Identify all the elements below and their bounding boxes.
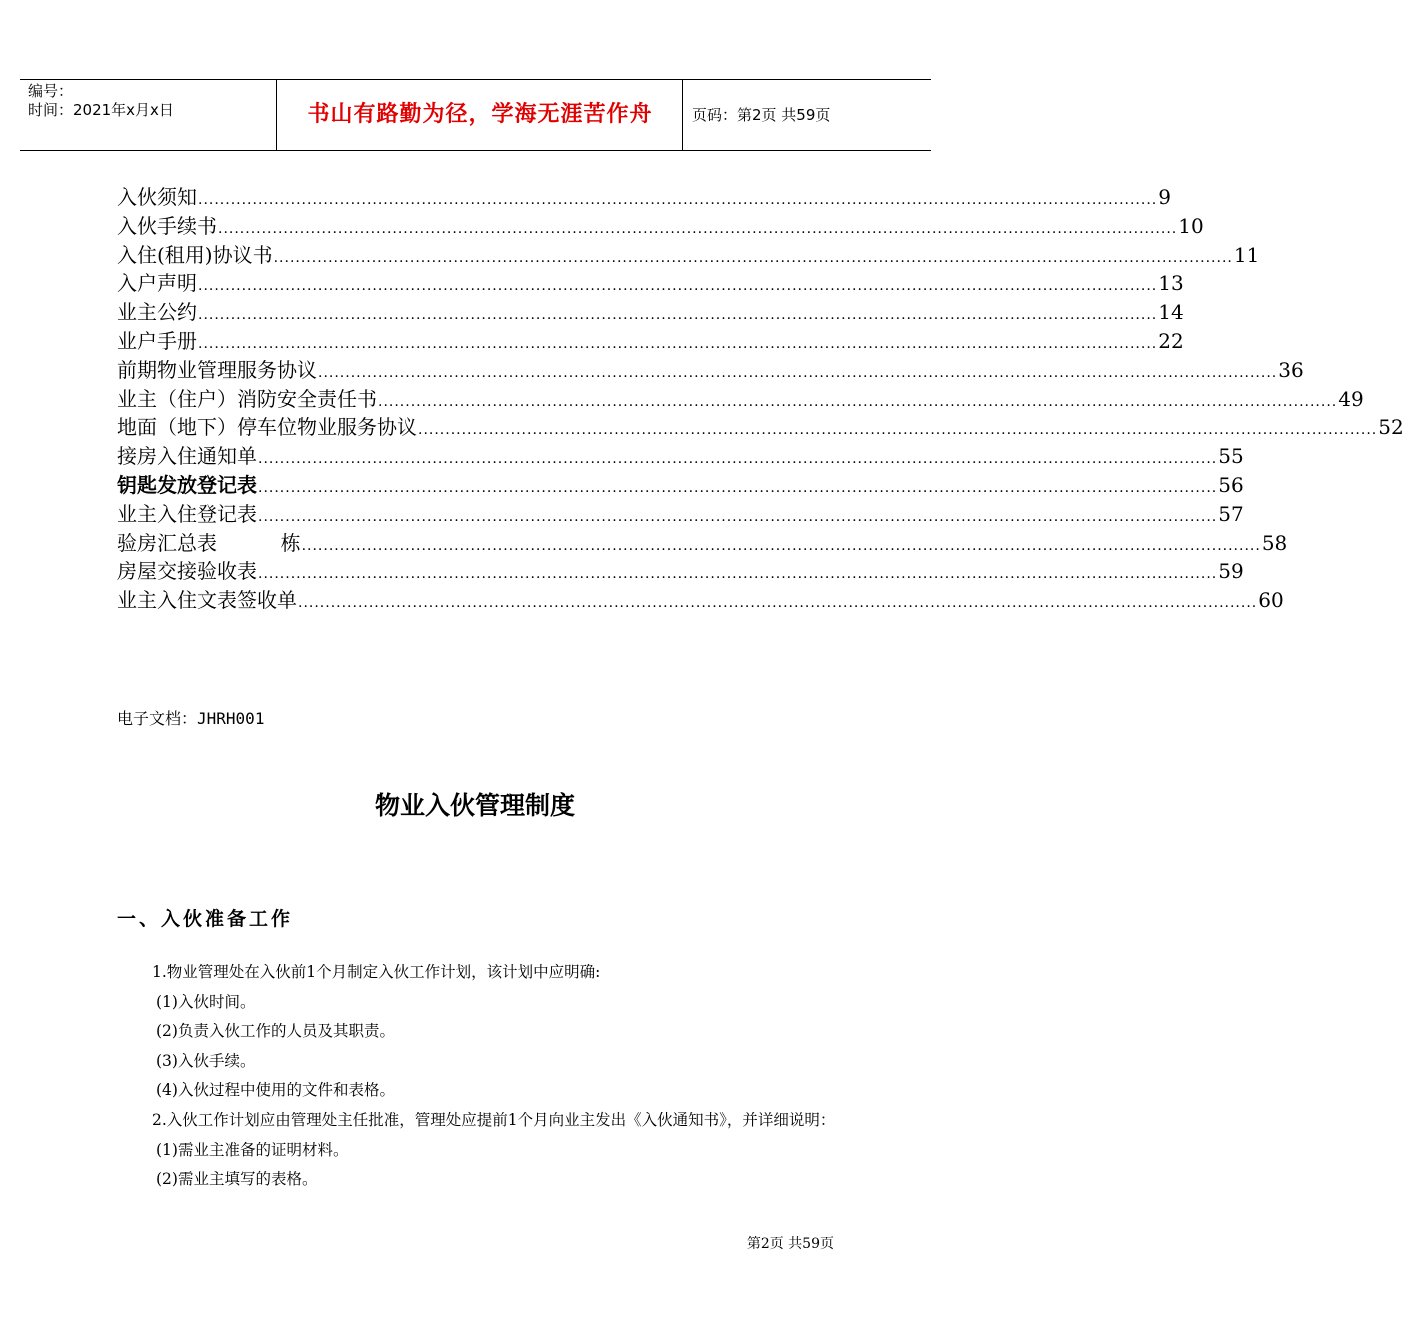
toc-entry-page: 59 bbox=[1218, 559, 1244, 584]
toc-entry[interactable] bbox=[117, 529, 1288, 558]
toc-entry-title: 入伙须知 bbox=[117, 185, 197, 209]
toc-entry[interactable] bbox=[117, 442, 1244, 471]
toc-entry-page: 56 bbox=[1218, 472, 1244, 497]
toc-leader-dots: ................................................................................................................................................................................ bbox=[418, 422, 1378, 439]
page-header bbox=[20, 79, 931, 151]
toc-entry-page: 60 bbox=[1258, 588, 1284, 613]
list-item: (2)负责入伙工作的人员及其职责。 bbox=[156, 1022, 395, 1041]
toc-entry-title: 入户声明 bbox=[117, 271, 197, 296]
toc-leader-dots: ................................................................................................................................................................................ bbox=[378, 393, 1338, 410]
toc-entry-page: 11 bbox=[1233, 242, 1260, 267]
toc-entry-page: 57 bbox=[1218, 501, 1244, 526]
toc-entry-page: 52 bbox=[1378, 415, 1404, 440]
paragraph: 1.物业管理处在入伙前1个月制定入伙工作计划，该计划中应明确: bbox=[152, 963, 601, 981]
toc-entry[interactable] bbox=[117, 241, 1260, 270]
toc-entry[interactable] bbox=[117, 413, 1404, 442]
page-title: 物业入伙管理制度 bbox=[374, 791, 575, 820]
toc-leader-dots: ................................................................................................................................................................................ bbox=[318, 364, 1278, 381]
toc-entry-page: 55 bbox=[1218, 444, 1244, 469]
toc-entry-title: 钥匙发放登记表 bbox=[117, 472, 257, 497]
toc-leader-dots: ................................................................................................................................................................................ bbox=[298, 595, 1258, 612]
toc-entry-title: 地面（地下）停车位物业服务协议 bbox=[117, 415, 417, 440]
toc-entry[interactable] bbox=[117, 356, 1304, 385]
toc-entry-title: 业主入住文表签收单 bbox=[117, 588, 297, 613]
toc-entry-page: 22 bbox=[1158, 328, 1184, 353]
paragraph: 2.入伙工作计划应由管理处主任批准，管理处应提前1个月向业主发出《入伙通知书》，并详细说明： bbox=[152, 1110, 836, 1129]
toc-entry-page: 14 bbox=[1158, 300, 1184, 325]
toc-entry[interactable] bbox=[117, 212, 1204, 241]
list-item: (1)需业主准备的证明材料。 bbox=[156, 1140, 349, 1159]
header-motto: 书山有路勤为径，学海无涯苦作舟 bbox=[307, 102, 653, 127]
toc-entry-title: 接房入住通知单 bbox=[117, 444, 257, 469]
document-code-label: 电子文档： bbox=[117, 709, 198, 728]
header-page-info: 页码：第2页 共59页 bbox=[692, 106, 831, 124]
toc-leader-dots: ................................................................................................................................................................................ bbox=[258, 479, 1218, 496]
toc-entry-title: 业主（住户）消防安全责任书 bbox=[117, 386, 377, 411]
toc-entry-title: 验房汇总表 栋 bbox=[117, 530, 301, 555]
toc-leader-dots: ................................................................................................................................................................................ bbox=[198, 307, 1158, 324]
toc-leader-dots: ................................................................................................................................................................................ bbox=[258, 508, 1218, 525]
toc-entry-title: 前期物业管理服务协议 bbox=[117, 357, 317, 382]
header-divider bbox=[276, 80, 277, 150]
toc-leader-dots: ................................................................................................................................................................................ bbox=[258, 566, 1218, 583]
toc-entry-page: 13 bbox=[1158, 271, 1184, 296]
toc-leader-dots: ................................................................................................................................................................................ bbox=[258, 451, 1218, 468]
toc-entry[interactable] bbox=[117, 586, 1284, 615]
toc-leader-dots: ................................................................................................................................................................................ bbox=[198, 278, 1158, 295]
toc-entry[interactable] bbox=[117, 183, 1171, 212]
header-time-label: 时间：2021年x月x日 bbox=[28, 101, 174, 119]
toc-entry-page: 10 bbox=[1178, 213, 1204, 238]
toc-entry-title: 入住(租用)协议书 bbox=[117, 242, 273, 267]
toc-entry[interactable] bbox=[117, 269, 1184, 298]
toc-leader-dots: ................................................................................................................................................................................ bbox=[198, 192, 1158, 208]
toc-entry-title: 业户手册 bbox=[117, 328, 197, 353]
toc-entry-title: 入伙手续书 bbox=[117, 213, 217, 238]
list-item: (2)需业主填写的表格。 bbox=[156, 1170, 318, 1189]
toc-entry-title: 业主公约 bbox=[117, 300, 197, 325]
toc-entry[interactable] bbox=[117, 327, 1184, 356]
toc-leader-dots: ................................................................................................................................................................................ bbox=[198, 335, 1158, 352]
toc-leader-dots: ................................................................................................................................................................................ bbox=[218, 220, 1178, 237]
toc-leader-dots: ................................................................................................................................................................................ bbox=[301, 537, 1261, 554]
toc-entry-page: 49 bbox=[1338, 386, 1364, 411]
toc-entry[interactable] bbox=[117, 298, 1184, 327]
header-number-label: 编号： bbox=[28, 82, 74, 100]
page-footer: 第2页 共59页 bbox=[746, 1236, 834, 1252]
toc-entry[interactable] bbox=[117, 500, 1244, 529]
toc-entry[interactable] bbox=[117, 385, 1364, 414]
header-divider bbox=[682, 80, 683, 150]
toc-entry-page: 9 bbox=[1158, 185, 1171, 209]
document-code bbox=[117, 706, 264, 729]
toc-leader-dots: ................................................................................................................................................................................ bbox=[273, 249, 1233, 266]
toc-entry-title: 房屋交接验收表 bbox=[117, 559, 257, 584]
list-item: (1)入伙时间。 bbox=[156, 992, 256, 1011]
toc-entry-page: 58 bbox=[1261, 530, 1288, 555]
toc-entry[interactable] bbox=[117, 471, 1244, 500]
toc-entry[interactable] bbox=[117, 557, 1244, 586]
toc-entry-page: 36 bbox=[1278, 357, 1304, 382]
section-heading: 一、入伙准备工作 bbox=[117, 908, 294, 930]
body-text bbox=[117, 958, 837, 1195]
toc-entry-title: 业主入住登记表 bbox=[117, 501, 257, 526]
header-meta bbox=[28, 82, 274, 120]
table-of-contents bbox=[117, 183, 1404, 615]
list-item: (4)入伙过程中使用的文件和表格。 bbox=[156, 1081, 395, 1100]
document-code-value: JHRH001 bbox=[197, 709, 265, 728]
list-item: (3)入伙手续。 bbox=[156, 1051, 256, 1070]
